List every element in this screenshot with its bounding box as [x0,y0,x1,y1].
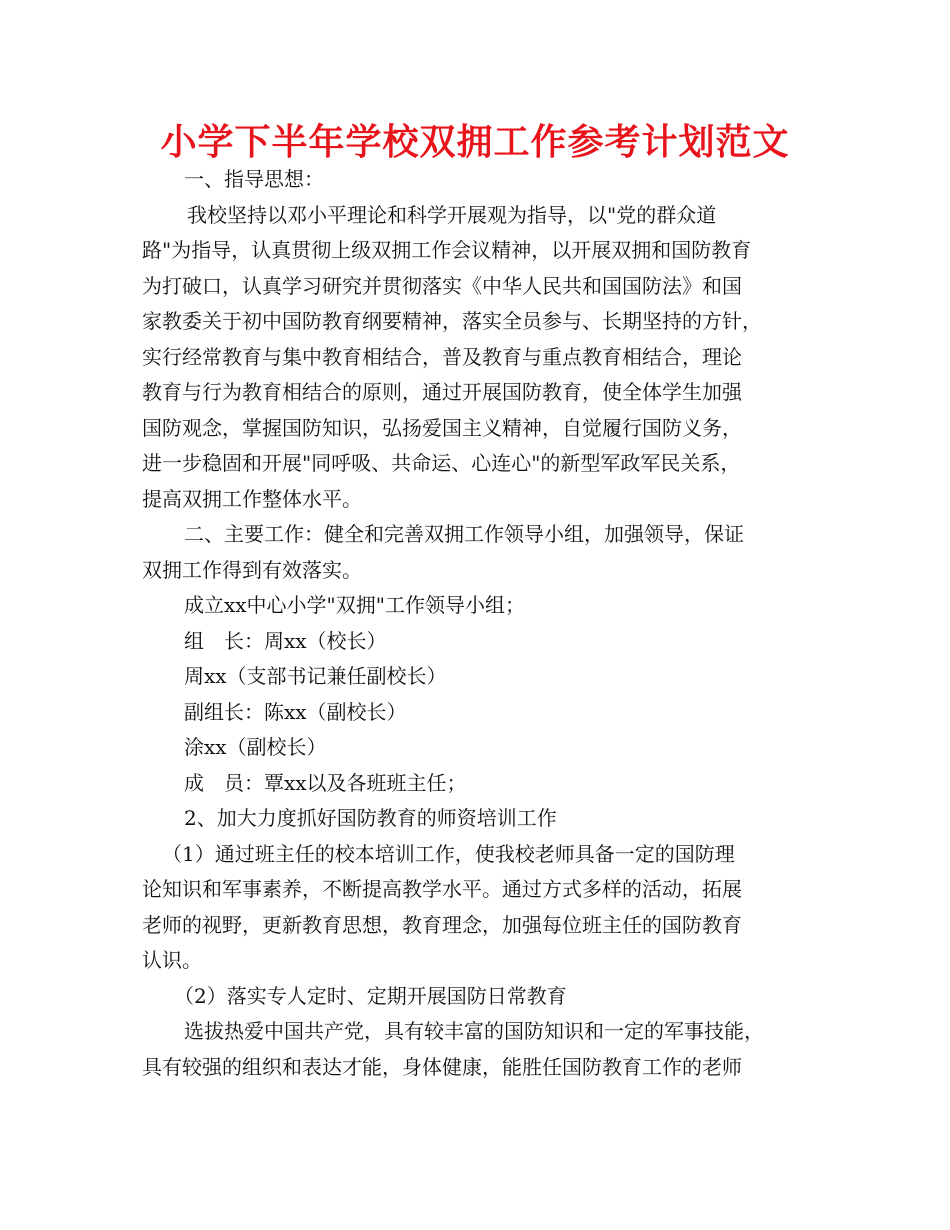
list-item: 涂xx（副校长） [184,735,327,759]
paragraph-line: 选拔热爱中国共产党，具有较丰富的国防知识和一定的军事技能， [184,1019,764,1043]
section-heading: 一、指导思想： [184,167,324,191]
paragraph-line: 实行经常教育与集中教育相结合，普及教育与重点教育相结合，理论 [142,344,742,369]
paragraph-line: 论知识和军事素养，不断提高教学水平。通过方式多样的活动，拓展 [142,877,742,901]
section-heading: 2、加大力度抓好国防教育的师资培训工作 [184,806,557,830]
paragraph-line: 提高双拥工作整体水平。 [142,486,362,511]
paragraph-line: 路"为指导，认真贯彻上级双拥工作会议精神，以开展双拥和国防教育 [142,238,752,262]
paragraph-line: 家教委关于初中国防教育纲要精神，落实全员参与、长期坚持的方针， [142,309,762,333]
list-item: 副组长：陈xx（副校长） [184,699,407,724]
paragraph-line: 进一步稳固和开展"同呼吸、共命运、心连心"的新型军政军民关系， [142,451,741,475]
paragraph-line: （1）通过班主任的校本培训工作，使我校老师具备一定的国防理 [162,841,735,866]
paragraph-line: 我校坚持以邓小平理论和科学开展观为指导，以"党的群众道 [187,202,717,227]
paragraph-line: 具有较强的组织和表达才能，身体健康，能胜任国防教育工作的老师 [142,1054,742,1079]
list-item: 组 长：周xx（校长） [184,628,387,653]
paragraph-line: 教育与行为教育相结合的原则，通过开展国防教育，使全体学生加强 [142,380,742,404]
paragraph-line: 老师的视野，更新教育思想，教育理念，加强每位班主任的国防教育 [142,912,742,937]
paragraph-line: 双拥工作得到有效落实。 [142,557,362,582]
list-item: 成立xx中心小学"双拥"工作领导小组； [184,593,525,617]
section-heading: 二、主要工作：健全和完善双拥工作领导小组，加强领导，保证 [184,522,744,546]
section-heading: （2）落实专人定时、定期开展国防日常教育 [174,983,567,1008]
document-title: 小学下半年学校双拥工作参考计划范文 [160,122,790,163]
paragraph-line: 为打破口，认真学习研究并贯彻落实《中华人民共和国国防法》和国 [142,273,742,298]
list-item: 周xx（支部书记兼任副校长） [184,664,447,688]
paragraph-line: 国防观念，掌握国防知识，弘扬爱国主义精神，自觉履行国防义务， [142,415,742,440]
list-item: 成 员：覃xx以及各班班主任； [184,770,467,795]
document-body [142,162,812,1085]
paragraph-line: 认识。 [142,948,202,972]
